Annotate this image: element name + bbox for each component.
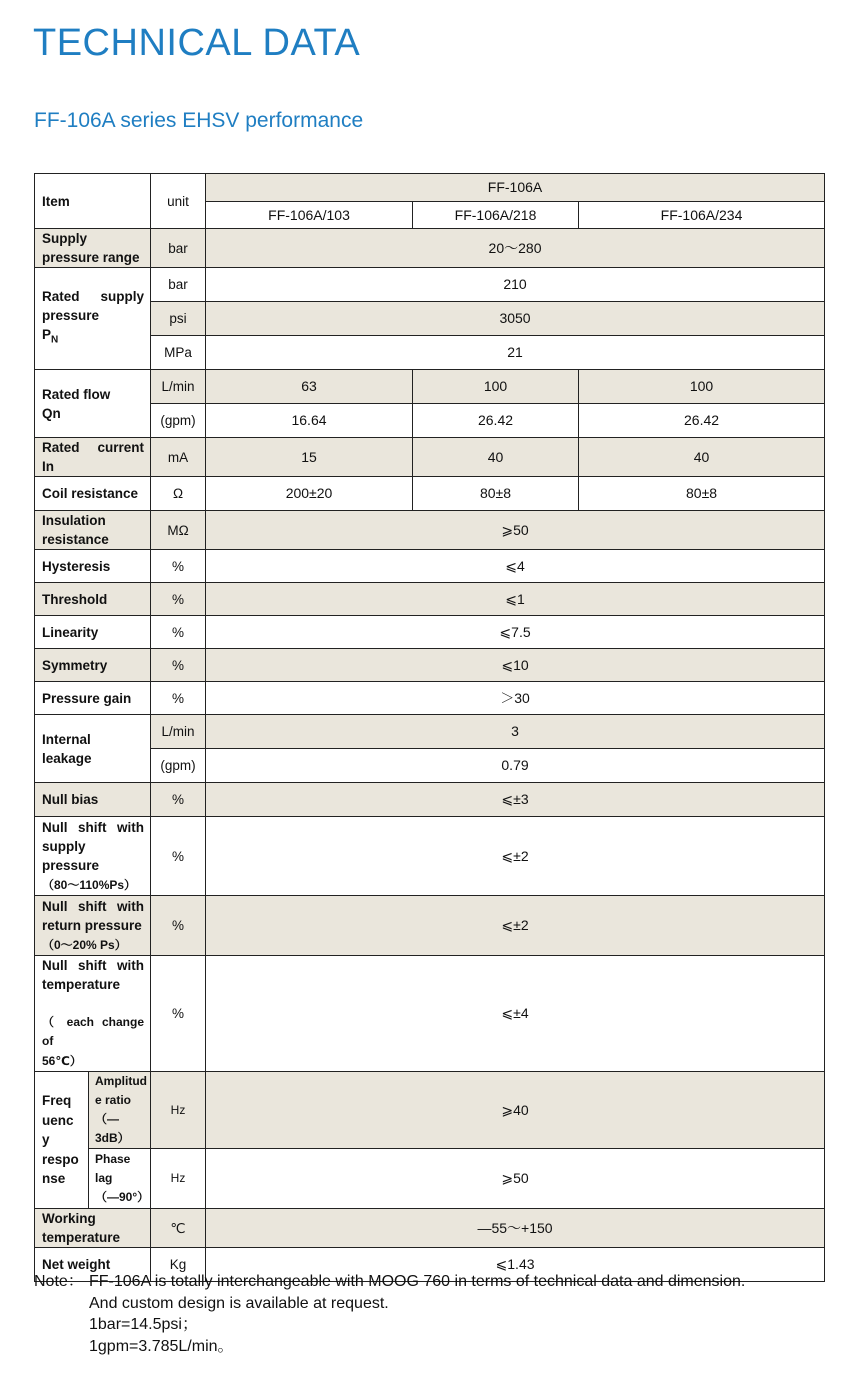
row-sublabel: Amplitud e ratio （—3dB） xyxy=(89,1072,151,1149)
note-line: And custom design is available at request. xyxy=(89,1294,389,1312)
row-unit: Ω xyxy=(151,477,206,511)
row-value: ⩽4 xyxy=(206,550,825,583)
row-label: Pressure gain xyxy=(35,682,151,715)
table-row xyxy=(35,1209,825,1248)
row-value: 80±8 xyxy=(579,477,825,511)
row-unit: % xyxy=(151,682,206,715)
header-unit: unit xyxy=(151,174,206,229)
row-value: 200±20 xyxy=(206,477,413,511)
row-label: Null shift with temperature （ each change of 56℃） xyxy=(35,956,151,1072)
table-row xyxy=(35,749,825,783)
row-unit: % xyxy=(151,616,206,649)
row-value: 210 xyxy=(206,268,825,302)
row-value: ⩽±4 xyxy=(206,956,825,1072)
table-row xyxy=(35,336,825,370)
table-row xyxy=(35,956,825,1072)
row-unit: % xyxy=(151,783,206,817)
table-row xyxy=(35,511,825,550)
row-value: 40 xyxy=(579,438,825,477)
row-unit: bar xyxy=(151,229,206,268)
row-unit: Kg xyxy=(151,1248,206,1282)
row-label: Hysteresis xyxy=(35,550,151,583)
row-unit: % xyxy=(151,649,206,682)
table-row xyxy=(35,682,825,715)
row-unit: % xyxy=(151,896,206,956)
row-label: Rated flow Qn xyxy=(35,370,151,438)
table-row xyxy=(35,477,825,511)
row-value: ＞30 xyxy=(206,682,825,715)
table-row xyxy=(35,404,825,438)
page-title: TECHNICAL DATA xyxy=(33,22,361,64)
row-value: ⩾50 xyxy=(206,1149,825,1209)
row-label: Threshold xyxy=(35,583,151,616)
row-unit: % xyxy=(151,583,206,616)
row-value: ⩽1 xyxy=(206,583,825,616)
table-row xyxy=(35,896,825,956)
row-value: 63 xyxy=(206,370,413,404)
row-unit: % xyxy=(151,550,206,583)
technical-data-table xyxy=(34,173,825,1282)
row-label: Null shift with supply pressure （80～110%Ps） xyxy=(35,817,151,896)
header-variant: FF-106A/103 xyxy=(206,202,413,229)
row-unit: L/min xyxy=(151,370,206,404)
row-unit: % xyxy=(151,817,206,896)
row-label: Internal leakage xyxy=(35,715,151,783)
table-row xyxy=(35,302,825,336)
row-value: 100 xyxy=(579,370,825,404)
row-value: ⩽10 xyxy=(206,649,825,682)
row-value: 0.79 xyxy=(206,749,825,783)
row-label: Null bias xyxy=(35,783,151,817)
header-item: Item xyxy=(35,174,151,229)
row-unit: Hz xyxy=(151,1149,206,1209)
row-unit: % xyxy=(151,956,206,1072)
row-unit: MΩ xyxy=(151,511,206,550)
table-row xyxy=(35,268,825,302)
row-unit: (gpm) xyxy=(151,749,206,783)
row-unit: (gpm) xyxy=(151,404,206,438)
table-row xyxy=(35,370,825,404)
row-label: Insulation resistance xyxy=(35,511,151,550)
table-header-row xyxy=(35,174,825,202)
table-row xyxy=(35,616,825,649)
row-value: 20～280 xyxy=(206,229,825,268)
table-row xyxy=(35,649,825,682)
row-label: Working temperature xyxy=(35,1209,151,1248)
row-unit: L/min xyxy=(151,715,206,749)
row-label: Net weight xyxy=(35,1248,151,1282)
row-unit: mA xyxy=(151,438,206,477)
table-row xyxy=(35,817,825,896)
row-label: Freq uenc y respo nse xyxy=(35,1072,89,1209)
row-unit: bar xyxy=(151,268,206,302)
row-value: 21 xyxy=(206,336,825,370)
row-value: ⩽±2 xyxy=(206,896,825,956)
row-value: 26.42 xyxy=(413,404,579,438)
row-value: ⩽±3 xyxy=(206,783,825,817)
note-block xyxy=(34,1271,745,1357)
note-line: 1gpm=3.785L/min。 xyxy=(89,1337,234,1355)
table-row xyxy=(35,583,825,616)
row-value: 16.64 xyxy=(206,404,413,438)
row-value: ⩽1.43 xyxy=(206,1248,825,1282)
row-label: Null shift with return pressure （0～20% Ps） xyxy=(35,896,151,956)
row-label: Symmetry xyxy=(35,649,151,682)
row-sublabel: Phase lag （—90°） xyxy=(89,1149,151,1209)
row-value: 3050 xyxy=(206,302,825,336)
row-value: 26.42 xyxy=(579,404,825,438)
table-row xyxy=(35,229,825,268)
note-line: FF-106A is totally interchangeable with MOOG 760 in terms of technical data and dimension. xyxy=(89,1273,746,1290)
header-model: FF-106A xyxy=(206,174,825,202)
row-value: —55～+150 xyxy=(206,1209,825,1248)
table-row xyxy=(35,715,825,749)
row-label: Rated supply pressure $P_N$ xyxy=(35,268,151,370)
row-unit: ℃ xyxy=(151,1209,206,1248)
row-unit: Hz xyxy=(151,1072,206,1149)
row-unit: psi xyxy=(151,302,206,336)
header-variant: FF-106A/218 xyxy=(413,202,579,229)
table-row xyxy=(35,1149,825,1209)
page-subtitle: FF-106A series EHSV performance xyxy=(34,109,364,132)
row-value: ⩾40 xyxy=(206,1072,825,1149)
table-row xyxy=(35,1072,825,1149)
row-label: Coil resistance xyxy=(35,477,151,511)
row-value: ⩾50 xyxy=(206,511,825,550)
row-value: 40 xyxy=(413,438,579,477)
row-label: Linearity xyxy=(35,616,151,649)
table-row xyxy=(35,550,825,583)
row-value: 100 xyxy=(413,370,579,404)
row-label: Supply pressure range xyxy=(35,229,151,268)
row-value: 15 xyxy=(206,438,413,477)
row-value: 3 xyxy=(206,715,825,749)
header-variant: FF-106A/234 xyxy=(579,202,825,229)
table-row xyxy=(35,438,825,477)
note-label: Note： xyxy=(34,1273,84,1290)
row-label: Rated current In xyxy=(35,438,151,477)
row-value: ⩽±2 xyxy=(206,817,825,896)
row-unit: MPa xyxy=(151,336,206,370)
table-row xyxy=(35,783,825,817)
note-line: 1bar=14.5psi； xyxy=(89,1316,198,1333)
row-value: 80±8 xyxy=(413,477,579,511)
row-value: ⩽7.5 xyxy=(206,616,825,649)
